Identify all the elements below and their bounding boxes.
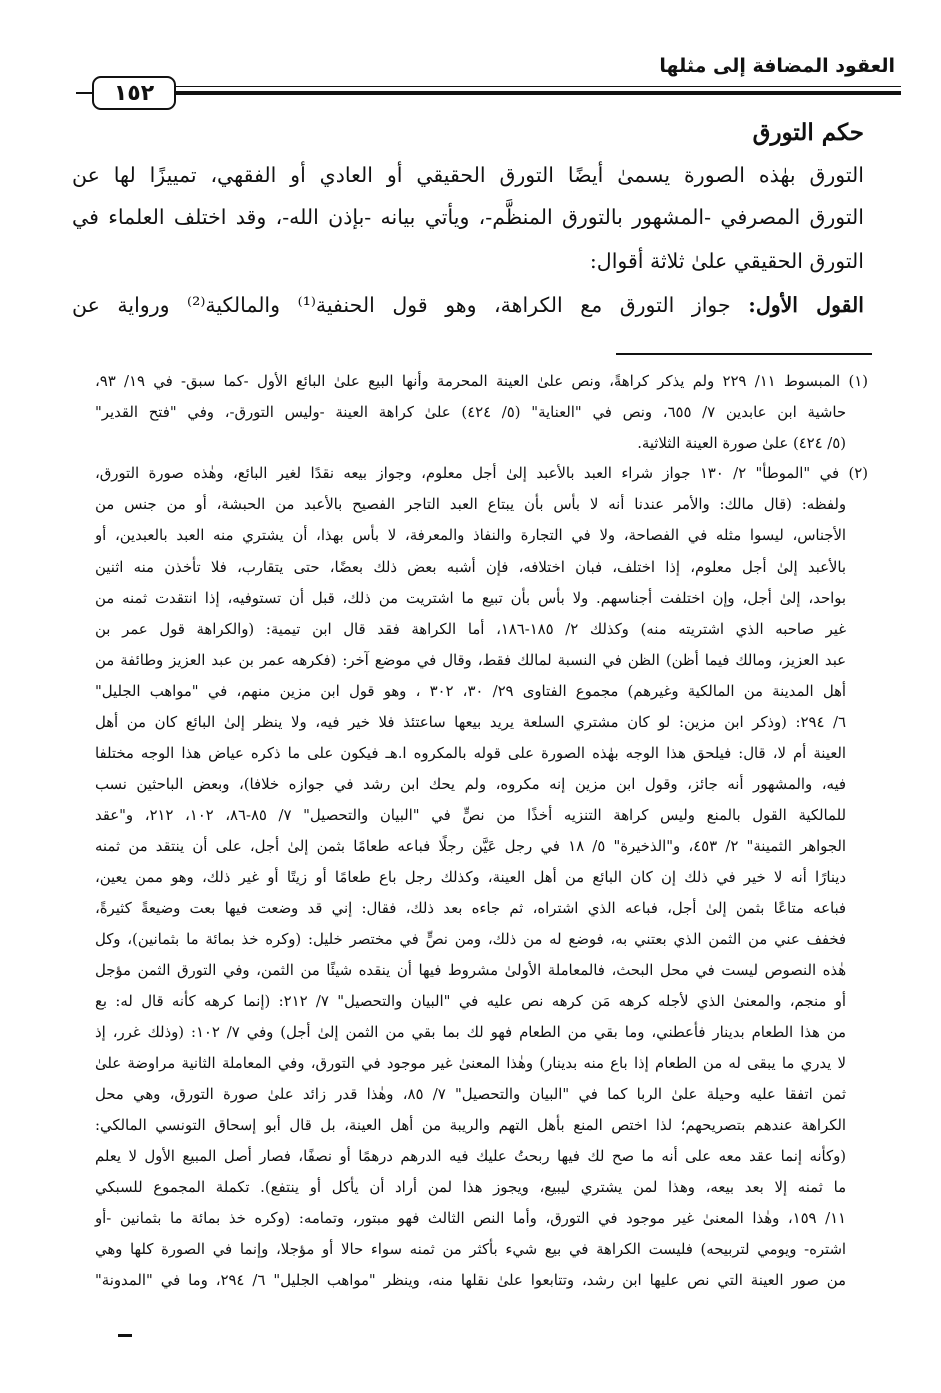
footnote-2-line-15: فباعه متاعًا بثمن إلىٰ أجل، فباعه الذي اشتراه، ثم جاءه بعد ذلك، فقال: إني قد وضعت فيها بعت وضيعةً كثيرةً، <box>95 900 846 917</box>
footnote-2-line-16: فخفف عني من الثمن الذي بعتني به، فوضع له من ذلك، ومن نصٍّ في مختصر خليل: (وكره خذ بمائة ما بثمانين)، وكل <box>95 931 846 948</box>
section-heading: حكم التورق <box>752 119 864 146</box>
first-opinion-label: القول الأول: <box>748 293 864 317</box>
footnote-2-line-2: ولفظه: (قال مالك: والأمر عندنا أنه لا بأس بأن يبتاع العبد التاجر الفصيح بالأعبد من الحبشة، أو من جنس من <box>95 496 846 513</box>
footnote-1-line-3: (٥/ ٤٢٤) علىٰ صورة العينة الثلاثية. <box>637 435 846 452</box>
footnote-2-line-9: ٦/ ٢٩٤: (وذكر ابن مزين: لو كان مشتري السلعة يريد بيعها ساعتئذ فلا خير فيه، ولا ينظر إلىٰ البائع كان من أهل <box>95 714 846 731</box>
footnote-2-line-8: أهل المدينة من المالكية وغيرهم) مجموع الفتاوى ٢٩/ ٣٠، ٣٠٢ ، وهو قول ابن مزين منهم، في "مواهب الجليل" <box>95 683 846 700</box>
footnote-2-line-22: الكراهة عندهم بتصريحهم؛ لذا اختص المنع بأهل التهم والريبة من أهل العينة، بل قال أبو إسحاق التونسي المالكي: <box>95 1117 846 1134</box>
footnote-2-line-7: عبد العزيز، ومالك فيما أظن) الظن في النسبة لمالك فقط، وقال في موضع آخر: (فكرهه عمر بن عبد العزيز وطائفة من <box>95 652 846 669</box>
footnote-2-line-21: ثمن اتفقا عليه وحيلة علىٰ الربا كما في "البيان والتحصيل" ٧/ ٨٥، وهٰذا قدر زائد علىٰ صورة التورق، وهي محل <box>95 1086 846 1103</box>
footnote-2-line-6: غير صاحبه الذي اشتريته منه) وكذلك ٢/ ١٨٥-١٨٦، أما الكراهة فقد قال ابن تيمية: (والكراهة قول عمر بن <box>95 621 846 638</box>
footnote-2-line-27: من صور العينة التي نص عليها ابن رشد، وتتابعوا علىٰ نقلها منه، وينظر "مواهب الجليل" ٦/ ٢٩٤، وما في "المدونة" <box>95 1272 846 1289</box>
footnote-2-line-5: بواحد، إلىٰ أجل، وإن اختلفت أجناسهم. ولا بأس بأن تبيع ما اشتريت من ذلك، قبل أن تستوفيه، إذا انتقدت ثمنه من <box>95 590 846 607</box>
footnote-2-line-24: ما ثمنه إلا بعد بيعه، وهذا لمن يشتري ليبيع، ويجوز هذا لمن أراد أن يأكل أو ينتفع). تكملة المجموع للسبكي <box>95 1179 846 1196</box>
running-header-title: العقود المضافة إلى مثلها <box>659 55 895 77</box>
continuation-dash <box>118 1334 132 1337</box>
footnote-2-line-20: لا يدري ما يبقى له من الطعام إذا باع منه بدينار) وهٰذا المعنىٰ غير موجود في التورق، وفي المعاملة الثانية مراوضة علىٰ <box>95 1055 846 1072</box>
header-thin-rule <box>100 86 901 87</box>
footnote-2-line-26: اشتره- ويومي لتربيحه) فليست الكراهة في بيع شيء بأكثر من ثمنه سواء حالا أو مؤجلا، وإنما في الصورة كلها وهي <box>95 1241 846 1258</box>
footnote-2-line-10: العينة أم لا، قال: فيلحق هذا الوجه بهٰذه الصورة على قوله بالمكروه ا.هـ فيكون على ما ذكره عياض هذا الوجه مختلفا <box>95 745 846 762</box>
footnote-2-line-25: ١١/ ١٥٩، وهٰذا المعنىٰ غير موجود في التورق، وأما النص الثالث فهو مبتور، وتمامه: (وكره خذ بمائة ما بثمانين -أو <box>95 1210 846 1227</box>
first-opinion-line <box>72 293 864 317</box>
body-line-2: التورق المصرفي -المشهور بالتورق المنظَّم-، ويأتي بيانه -بإذن الله-، وقد اختلف العلماء في <box>72 205 864 229</box>
footnote-2-line-12: للمالكية القول بالمنع وليس كراهة التنزيه أخذًا من نصٍّ في "البيان والتحصيل" ٧/ ٨٥-٨٦، ١٠٢، ٢١٢، و"عقد <box>95 807 847 824</box>
footnote-2-line-17: هٰذه النصوص ليست في محل البحث، فالمعاملة الأولىٰ مشروط فيها أن ينقده شيئًا من الثمن، وفي التورق الثمن مؤجل <box>95 962 846 979</box>
footnote-1-line-2: حاشية ابن عابدين ٧/ ٦٥٥، ونص في "العناية" (٥/ ٤٢٤) علىٰ كراهة العينة -وليس التورق-، وفي "فتح القدير" <box>95 404 846 421</box>
footnote-2-line-13: الجواهر الثمينة" ٢/ ٤٥٣، و"الذخيرة" ٥/ ١٨ في رجل عَيَّن رجلًا فباعه طعامًا بثمن إلىٰ أجل، على أن ينتقد من ثمنه <box>95 838 846 855</box>
footnote-2-line-14: دينارًا أنه لا خير في ذلك إن كان البائع من أهل العينة، وكذلك رجل باع طعامًا أو زيتًا أو غير ذلك، وهو ممن يعين، <box>95 869 846 886</box>
body-line-3: التورق الحقيقي علىٰ ثلاثة أقوال: <box>589 249 864 273</box>
footnote-2-line-11: فيه، والمشهور أنه جائز، وقول ابن مزين إنه مكروه، ولم يحك ابن رشد في جوازه خلافا)، وبعض الباحثين نسب <box>95 776 846 793</box>
footnote-1-line-1: (١) المبسوط ١١/ ٢٢٩ ولم يذكر كراهةً، ونص علىٰ العينة المحرمة وأنها البيع علىٰ البائع الأول -كما سبق- في ١٩/ ٩٣، <box>95 373 868 390</box>
footnote-2-line-1: (٢) في "الموطأ" ٢/ ١٣٠ جواز شراء العبد بالأعبد إلىٰ أجل معلوم، وجواز بيعه نقدًا لغير البائع، وهٰذه صورة التورق، <box>95 465 868 482</box>
footnote-2-line-19: من هذا الطعام بدينار فأعطني، وما بقي من الطعام فهو لك بما بقي من الثمن إلىٰ أجل) وفي ٧/ ١٠٢: (وذلك غرر، إذ <box>95 1024 846 1041</box>
footnote-separator <box>616 353 872 355</box>
first-opinion-text: جواز التورق مع الكراهة، وهو قول الحنفية⁽¹⁾ والمالكية⁽²⁾ ورواية عن <box>72 293 731 317</box>
body-line-1: التورق بهٰذه الصورة يسمىٰ أيضًا التورق الحقيقي أو العادي أو الفقهي، تمييزًا لها عن <box>72 163 864 187</box>
footnote-2-line-3: الأجناس، ليسوا مثله في الفصاحة، ولا في التجارة والنفاذ والمعرفة، لا بأس بهذا، أن يشتري منه العبد بالعبدين، أو <box>95 527 846 544</box>
header-thick-rule <box>100 91 901 95</box>
footnote-2-line-18: أو منجم، والمعنىٰ الذي لأجله كرهه مَن كرهه نص عليه في "البيان والتحصيل" ٧/ ٢١٢: (إنما كرهه كأنه قال له: بع <box>95 993 846 1010</box>
footnote-2-line-4: بالأعبد إلىٰ أجل معلوم، إذا اختلف، فبان اختلافه، فإن أشبه بعض ذلك بعضًا، حتى يتقارب، فلا تأخذن منه اثنين <box>95 559 846 576</box>
footnote-2-line-23: (وكأنه إنما عقد معه على أنه ما صح لك فيها ربحتُ عليك فيه الدرهم درهمًا أو نصفًا، فصار أصل المبيع الأول لا يعلم <box>95 1148 846 1165</box>
page-number: ١٥٢ <box>92 76 176 110</box>
